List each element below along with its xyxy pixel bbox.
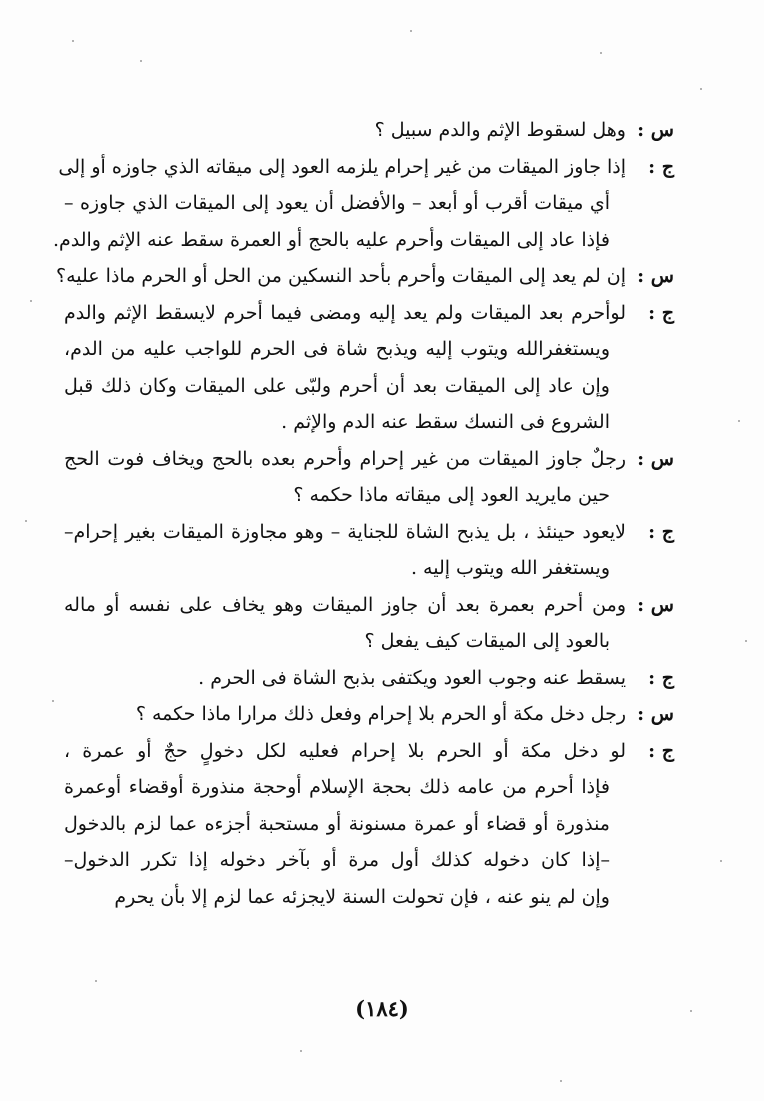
- entry-marker: ج :: [648, 301, 674, 324]
- scan-speck: [700, 88, 702, 90]
- text-line: وإن لم ينو عنه ، فإن تحولت السنة لايجزئه عما لزم إلا بأن يحرم: [114, 885, 610, 908]
- text-line: منذورة أو قضاء أو عمرة مسنونة أو مستحبة أجزءه عما لزم بالدخول: [64, 812, 610, 835]
- text-line: رجلٌ جاوز الميقات من غير إحرام وأحرم بعده بالحج ويخاف فوت الحج: [64, 447, 626, 470]
- text-line: فإذا أحرم من عامه ذلك بحجة الإسلام أوحجة منذورة أوقضاء أوعمرة: [64, 776, 610, 798]
- text-line: لايعود حينئذ ، بل يذبح الشاة للجناية – وهو مجاوزة الميقات بغير إحرام–: [64, 520, 626, 543]
- text-line: –إذا كان دخوله كذلك أول مرة أو بآخر دخوله إذا تكرر الدخول–: [64, 849, 610, 871]
- text-line: وإن عاد إلى الميقات بعد أن أحرم ولبّى على الميقات وكان ذلك قبل: [64, 374, 610, 397]
- entry-marker: ج :: [648, 739, 674, 762]
- qa-entry: [64, 514, 674, 587]
- text-line: ويستغفرالله ويتوب إليه ويذبح شاة فى الحرم للواجب عليه من الدم،: [64, 338, 610, 360]
- text-line: لو دخل مكة أو الحرم بلا إحرام فعليه لكل دخولٍ حجٌ أو عمرة ،: [64, 739, 626, 762]
- qa-entry: [52, 149, 674, 259]
- qa-entry: [56, 258, 674, 295]
- scan-speck: [745, 640, 747, 642]
- entry-text: [52, 149, 674, 259]
- text-line: الشروع فى النسك سقط عنه الدم والإثم .: [281, 411, 610, 433]
- scan-speck: [25, 520, 27, 522]
- entry-marker: ج :: [648, 666, 674, 689]
- scan-speck: [140, 60, 142, 62]
- entry-marker: ج :: [648, 155, 674, 178]
- entry-marker: س :: [637, 265, 674, 287]
- entry-text: [64, 696, 674, 733]
- text-line: أي ميقات أقرب أو أبعد – والأفضل أن يعود إلى الميقات الذي جاوزه –: [64, 192, 610, 214]
- scan-speck: [30, 300, 32, 302]
- entry-text: [64, 295, 674, 441]
- qa-entry: [64, 733, 674, 916]
- scan-speck: [410, 30, 412, 32]
- qa-entry: [64, 295, 674, 441]
- entry-marker: ج :: [648, 520, 674, 543]
- qa-entry: [64, 441, 674, 514]
- text-line: حين مايريد العود إلى ميقاته ماذا حكمه ؟: [293, 484, 610, 506]
- scan-speck: [560, 1080, 562, 1082]
- scan-speck: [720, 860, 722, 862]
- scan-speck: [600, 52, 602, 54]
- scan-speck: [52, 700, 54, 702]
- qa-entry: [64, 696, 674, 733]
- entry-text: [64, 733, 674, 916]
- entry-text: [56, 258, 674, 295]
- entry-marker: س :: [637, 593, 674, 616]
- scan-speck: [690, 1010, 692, 1012]
- entry-text: [64, 587, 674, 660]
- qa-entry: [64, 587, 674, 660]
- entry-marker: س :: [637, 447, 674, 470]
- qa-entry: [64, 660, 674, 697]
- entry-text: [64, 514, 674, 587]
- text-line: لوأحرم بعد الميقات ولم يعد إليه ومضى فيما أحرم لايسقط الإثم والدم: [64, 301, 626, 324]
- scan-speck: [72, 40, 74, 42]
- scan-speck: [95, 980, 97, 982]
- text-line: إذا جاوز الميقات من غير إحرام يلزمه العود إلى ميقاته الذي جاوزه أو إلى: [58, 155, 626, 178]
- scan-speck: [300, 1050, 302, 1052]
- entry-marker: س :: [637, 703, 674, 725]
- qa-entry: [64, 112, 674, 149]
- text-line: ومن أحرم بعمرة بعد أن جاوز الميقات وهو يخاف على نفسه أو ماله: [64, 593, 626, 616]
- text-line: ويستغفر الله ويتوب إليه .: [410, 557, 610, 579]
- entry-text: [64, 660, 674, 697]
- entry-text: [64, 112, 674, 149]
- text-line: بالعود إلى الميقات كيف يفعل ؟: [364, 630, 610, 652]
- entry-text: [64, 441, 674, 514]
- qa-text-block: [52, 112, 674, 915]
- scan-speck: [738, 420, 740, 422]
- text-line: فإذا عاد إلى الميقات وأحرم عليه بالحج أو العمرة سقط عنه الإثم والدم.: [52, 228, 610, 251]
- text-line: إن لم يعد إلى الميقات وأحرم بأحد النسكين من الحل أو الحرم ماذا عليه؟: [56, 265, 626, 287]
- text-line: يسقط عنه وجوب العود ويكتفى بذبح الشاة فى الحرم .: [198, 666, 626, 689]
- entry-marker: س :: [637, 119, 674, 141]
- page-number: (١٨٤): [355, 996, 409, 1021]
- text-line: رجل دخل مكة أو الحرم بلا إحرام وفعل ذلك مرارا ماذا حكمه ؟: [135, 703, 626, 725]
- text-line: وهل لسقوط الإثم والدم سبيل ؟: [374, 119, 626, 141]
